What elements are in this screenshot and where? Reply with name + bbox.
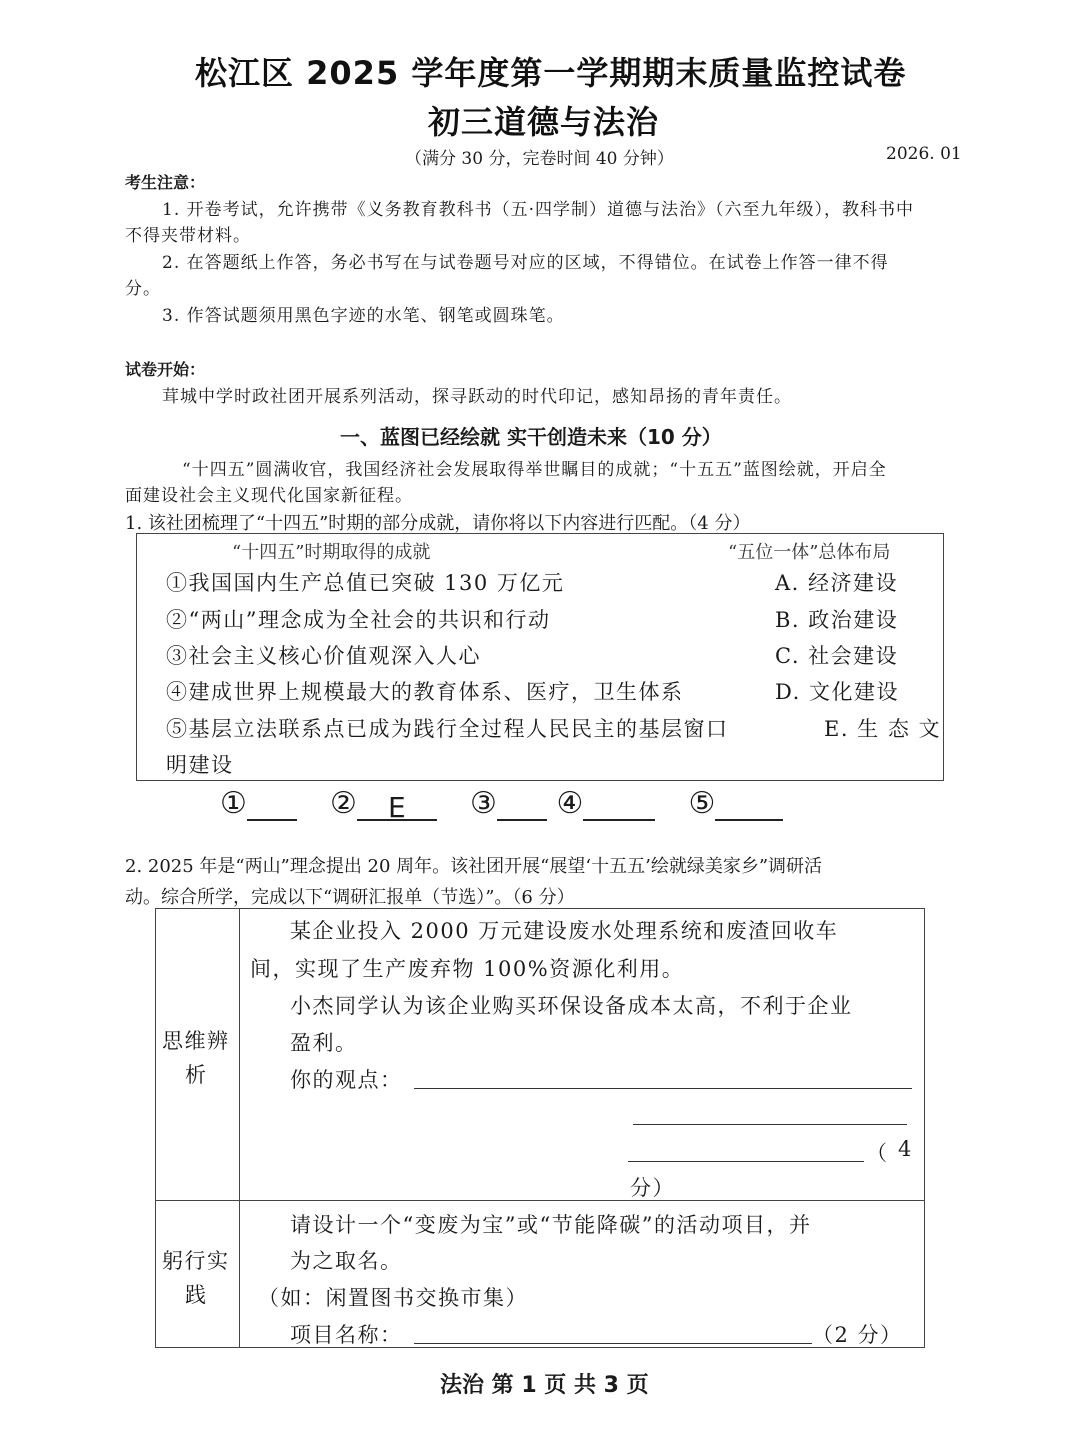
notice-item-1-cont: 不得夹带材料。	[125, 226, 251, 246]
row-2-score: （2 分）	[812, 1323, 903, 1347]
answer-1-blank[interactable]	[247, 791, 297, 821]
row-2-label-cont: 践	[185, 1283, 208, 1307]
row-1-label: 思维辨	[162, 1029, 230, 1053]
intro-text: 茸城中学时政社团开展系列活动，探寻跃动的时代印记，感知昂扬的青年责任。	[162, 387, 792, 407]
row-2-label: 躬行实	[162, 1249, 230, 1273]
row-1-label-cont: 析	[185, 1063, 208, 1087]
row-2-task: 请设计一个“变废为宝”或“节能降碳”的活动项目，并	[290, 1213, 812, 1237]
answer-blanks	[220, 786, 783, 824]
achievement-5: ⑤基层立法联系点已成为践行全过程人民民主的基层窗口	[166, 717, 729, 741]
answer-2-blank[interactable]: E	[357, 791, 437, 821]
matching-right-header: “五位一体”总体布局	[728, 542, 891, 563]
answer-3-blank[interactable]	[497, 791, 547, 821]
row-1-case-cont: 间，实现了生产废弃物 100%资源化利用。	[250, 957, 685, 981]
layout-option-c: C. 社会建设	[775, 644, 899, 668]
answer-2-number: ②	[330, 786, 357, 821]
page-footer: 法治 第 1 页 共 3 页	[440, 1373, 649, 1398]
answer-4-number: ④	[556, 786, 584, 821]
row-1-score-open: （	[866, 1141, 889, 1165]
row-1-view: 小杰同学认为该企业购买环保设备成本太高，不利于企业	[290, 994, 853, 1018]
notice-item-2-cont: 分。	[125, 279, 161, 299]
project-name-line[interactable]	[414, 1343, 812, 1344]
answer-5-blank[interactable]	[715, 791, 783, 821]
row-1-case: 某企业投入 2000 万元建设废水处理系统和废渣回收车	[290, 919, 839, 943]
achievement-2: ②“两山”理念成为全社会的共识和行动	[166, 608, 551, 632]
matching-left-header: “十四五”时期取得的成就	[232, 542, 431, 563]
opinion-label: 你的观点：	[290, 1068, 403, 1092]
notice-item-3: 3. 作答试题须用黑色字迹的水笔、钢笔或圆珠笔。	[162, 306, 565, 326]
answer-5-number: ⑤	[688, 786, 716, 821]
opinion-line-2[interactable]	[633, 1124, 907, 1125]
layout-option-e-cont: 明建设	[166, 753, 234, 777]
row-1-score-value: 4	[898, 1137, 913, 1161]
question-1-stem: 1. 该社团梳理了“十四五”时期的部分成就，请你将以下内容进行匹配。（4 分）	[125, 513, 751, 534]
intro-heading: 试卷开始：	[125, 360, 206, 379]
achievement-3: ③社会主义核心价值观深入人心	[166, 644, 481, 668]
question-2-stem-cont: 动。综合所学，完成以下“调研汇报单（节选）”。（6 分）	[125, 887, 575, 908]
exam-date: 2026. 01	[886, 144, 962, 164]
row-1-score-close: 分）	[630, 1176, 675, 1200]
score-time-note: （满分 30 分，完卷时间 40 分钟）	[405, 149, 674, 169]
report-table-row-divider	[155, 1200, 925, 1201]
notice-item-1: 1. 开卷考试，允许携带《义务教育教科书（五·四学制）道德与法治》（六至九年级），教科书中	[162, 200, 915, 220]
achievement-4: ④建成世界上规模最大的教育体系、医疗，卫生体系	[166, 680, 684, 704]
opinion-line-1[interactable]	[414, 1088, 912, 1089]
layout-option-b: B. 政治建设	[775, 608, 899, 632]
achievement-1: ①我国国内生产总值已突破 130 万亿元	[166, 571, 565, 595]
opinion-line-3[interactable]	[628, 1161, 864, 1162]
section-1-lead: “十四五”圆满收官，我国经济社会发展取得举世瞩目的成就；“十五五”蓝图绘就，开启全	[182, 460, 887, 480]
section-1-lead-cont: 面建设社会主义现代化国家新征程。	[125, 486, 413, 506]
report-table-divider	[239, 908, 240, 1348]
notice-item-2: 2. 在答题纸上作答，务必书写在与试卷题号对应的区域，不得错位。在试卷上作答一律不得	[162, 253, 889, 273]
answer-1-number: ①	[220, 786, 247, 821]
layout-option-e: E. 生 态 文	[824, 717, 942, 741]
row-1-view-cont: 盈利。	[290, 1031, 358, 1055]
answer-3-number: ③	[470, 786, 497, 821]
layout-option-d: D. 文化建设	[775, 680, 899, 704]
row-2-task-cont: 为之取名。	[290, 1249, 403, 1273]
notice-heading: 考生注意：	[125, 173, 206, 192]
exam-subject-title: 初三道德与法治	[428, 103, 660, 141]
answer-4-blank[interactable]	[583, 791, 655, 821]
layout-option-a: A. 经济建设	[775, 571, 899, 595]
exam-title: 松江区 2025 学年度第一学期期末质量监控试卷	[195, 54, 907, 92]
section-1-title: 一、蓝图已经绘就 实干创造未来（10 分）	[340, 425, 722, 449]
question-2-stem: 2. 2025 年是“两山”理念提出 20 周年。该社团开展“展望‘十五五’绘就绿美家乡”调研活	[125, 856, 823, 877]
row-2-example: （如：闲置图书交换市集）	[258, 1286, 528, 1310]
project-name-label: 项目名称：	[290, 1323, 403, 1347]
